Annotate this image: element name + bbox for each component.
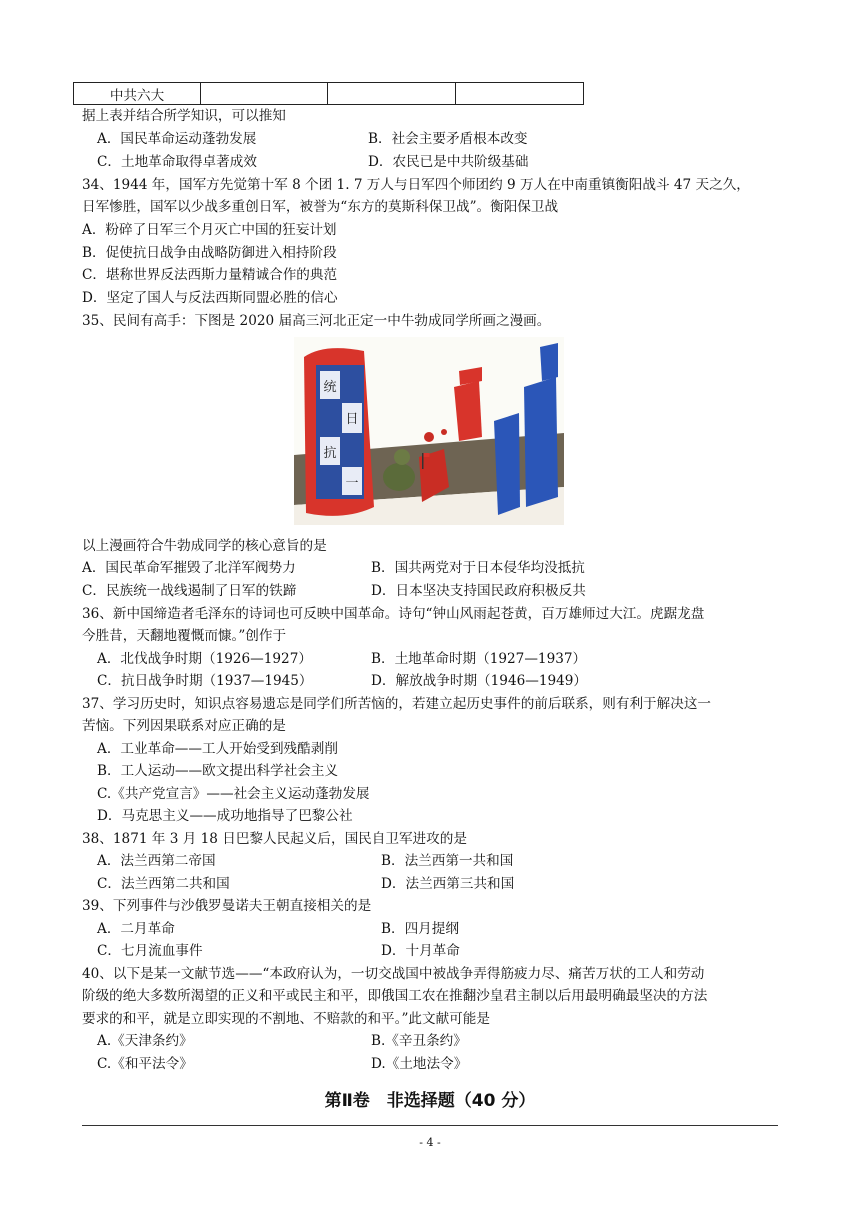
q36-option-b: B．土地革命时期（1927—1937） (371, 651, 587, 667)
q38-option-b: B．法兰西第一共和国 (381, 853, 514, 869)
divider (82, 1125, 778, 1126)
q35-option-d: D．日本坚决支持国民政府积极反共 (371, 583, 586, 599)
q37-option-a: A．工业革命——工人开始受到残酷剥削 (97, 741, 338, 757)
q38-option-c: C．法兰西第二共和国 (97, 876, 230, 892)
q38-option-a: A．法兰西第二帝国 (97, 853, 216, 869)
q38-option-d: D．法兰西第三共和国 (381, 876, 515, 892)
q34-option-a: A．粉碎了日军三个月灭亡中国的狂妄计划 (82, 222, 337, 238)
q40-stem-line3: 要求的和平，就是立即实现的不割地、不赔款的和平。”此文献可能是 (82, 1011, 490, 1027)
table-cell (328, 83, 456, 105)
q37-option-c: C.《共产党宣言》——社会主义运动蓬勃发展 (97, 786, 370, 802)
q34-stem-line2: 日军惨胜，国军以少战多重创日军，被誉为“东方的莫斯科保卫战”。衡阳保卫战 (82, 199, 559, 215)
q35-option-b: B．国共两党对于日本侵华均没抵抗 (371, 560, 585, 576)
data-table (73, 82, 584, 105)
q39-stem: 39、下列事件与沙俄罗曼诺夫王朝直接相关的是 (82, 898, 372, 914)
q37-option-d: D．马克思主义——成功地指导了巴黎公社 (97, 808, 353, 824)
q36-option-d: D．解放战争时期（1946—1949） (371, 673, 588, 689)
q39-option-a: A．二月革命 (97, 921, 175, 937)
q33-option-b: B．社会主要矛盾根本改变 (368, 131, 528, 147)
page-number: - 4 - (419, 1136, 441, 1149)
q33-option-a: A．国民革命运动蓬勃发展 (97, 131, 257, 147)
q40-stem-line1: 40、以下是某一文献节选——“本政府认为，一切交战国中被战争弄得筋疲力尽、痛苦万状的工人和劳动 (82, 966, 705, 982)
cartoon-char-tong: 统 (323, 380, 337, 395)
q39-option-b: B．四月提纲 (381, 921, 459, 937)
q36-stem-line2: 今胜昔，天翻地覆慨而慷。”创作于 (82, 628, 287, 644)
table-cell-label: 中共六大 (74, 83, 201, 105)
q34-option-b: B．促使抗日战争由战略防御进入相持阶段 (82, 245, 337, 261)
q40-option-d: D.《土地法令》 (371, 1056, 468, 1072)
q38-stem: 38、1871 年 3 月 18 日巴黎人民起义后，国民自卫军进攻的是 (82, 831, 467, 847)
q33-option-c: C．土地革命取得卓著成效 (97, 154, 257, 170)
q37-stem-line1: 37、学习历史时，知识点容易遗忘是同学们所苦恼的，若建立起历史事件的前后联系，则有利于解决这一 (82, 696, 712, 712)
cartoon-char-kang: 抗 (323, 446, 337, 461)
cartoon-char-ri: 日 (345, 412, 359, 427)
q34-stem-line1: 34、1944 年，国军方先觉第十军 8 个团 1. 7 万人与日军四个师团约 9 万人在中南重镇衡阳战斗 47 天之久， (82, 177, 750, 193)
q36-option-a: A．北伐战争时期（1926—1927） (97, 651, 312, 667)
q34-option-c: C．堪称世界反法西斯力量精诚合作的典范 (82, 267, 338, 283)
q35-stem: 35、民间有高手：下图是 2020 届高三河北正定一中牛勃成同学所画之漫画。 (82, 313, 551, 329)
q40-option-a: A.《天津条约》 (97, 1033, 193, 1049)
q36-option-c: C．抗日战争时期（1937—1945） (97, 673, 313, 689)
table-row (74, 83, 584, 105)
table-cell (456, 83, 584, 105)
q39-option-c: C．七月流血事件 (97, 943, 203, 959)
q35-after: 以上漫画符合牛勃成同学的核心意旨的是 (82, 538, 327, 554)
q40-option-c: C.《和平法令》 (97, 1056, 193, 1072)
q36-stem-line1: 36、新中国缔造者毛泽东的诗词也可反映中国革命。诗句“钟山风雨起苍黄，百万雄师过大江。虎踞龙盘 (82, 606, 705, 622)
q34-option-d: D．坚定了国人与反法西斯同盟必胜的信心 (82, 290, 338, 306)
cartoon-image (294, 337, 564, 525)
q33-option-d: D．农民已是中共阶级基础 (368, 154, 529, 170)
q37-stem-line2: 苦恼。下列因果联系对应正确的是 (82, 718, 286, 734)
cartoon-char-yi: 一 (345, 476, 359, 491)
table-cell (201, 83, 328, 105)
q35-option-a: A．国民革命军摧毁了北洋军阀势力 (82, 560, 296, 576)
q39-option-d: D．十月革命 (381, 943, 460, 959)
q33-stem: 据上表并结合所学知识，可以推知 (82, 108, 286, 124)
section-title: 第Ⅱ卷 非选择题（40 分） (324, 1091, 536, 1111)
q40-stem-line2: 阶级的绝大多数所渴望的正义和平或民主和平，即俄国工农在推翻沙皇君主制以后用最明确最坚决的方法 (82, 988, 708, 1004)
q35-option-c: C．民族统一战线遏制了日军的铁蹄 (82, 583, 297, 599)
q40-option-b: B.《辛丑条约》 (371, 1033, 467, 1049)
q37-option-b: B．工人运动——欧文提出科学社会主义 (97, 763, 339, 779)
